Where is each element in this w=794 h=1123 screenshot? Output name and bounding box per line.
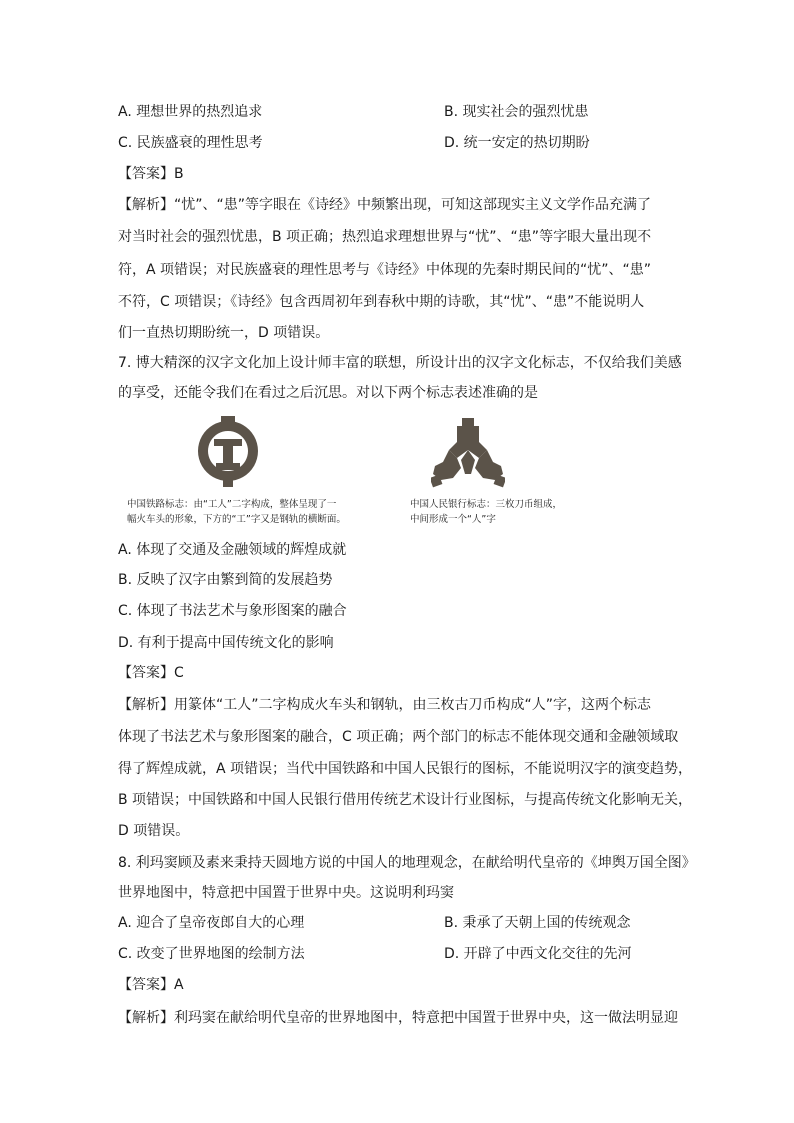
- q6-analysis-line: 们一直热切期盼统一，D 项错误。: [118, 325, 330, 341]
- railway-logo-caption-line: 幅火车头的形象，下方的“工”字又是钢轨的横断面。: [127, 514, 346, 525]
- q6-option-d: D. 统一安定的热切期盼: [444, 135, 590, 151]
- q6-option-b: B. 现实社会的强烈忧患: [444, 104, 589, 120]
- q7-option-d: D. 有利于提高中国传统文化的影响: [118, 635, 334, 651]
- q6-analysis-line: 对当时社会的强烈忧患，B 项正确；热烈追求理想世界与“忧”、“患”等字眼大量出现不: [118, 229, 652, 245]
- q7-option-c: C. 体现了书法艺术与象形图案的融合: [118, 603, 347, 619]
- q8-option-a: A. 迎合了皇帝夜郎自大的心理: [118, 915, 305, 931]
- q7-analysis-line: 体现了书法艺术与象形图案的融合，C 项正确；两个部门的标志不能体现交通和金融领域取: [118, 729, 679, 745]
- q6-analysis-line: 符，A 项错误；对民族盛衰的理性思考与《诗经》中体现的先秦时期民间的“忧”、“患”: [118, 262, 652, 278]
- china-railway-logo: [194, 413, 262, 489]
- q7-option-a: A. 体现了交通及金融领域的辉煌成就: [118, 542, 347, 558]
- railway-logo-caption-line: 中国铁路标志：由“工人”二字构成，整体呈现了一: [127, 499, 337, 510]
- bank-logo-caption-line: 中国人民银行标志：三枚刀币组成，: [410, 499, 563, 510]
- q8-answer: 【答案】A: [118, 977, 184, 993]
- q7-analysis-line: B 项错误；中国铁路和中国人民银行借用传统艺术设计行业图标，与提高传统文化影响无关，: [118, 792, 693, 808]
- q7-stem-line: 的享受，还能令我们在看过之后沉思。对以下两个标志表述准确的是: [118, 385, 538, 401]
- q6-analysis-line: 不符，C 项错误；《诗经》包含西周初年到春秋中期的诗歌，其“忧”、“患”不能说明人: [118, 294, 645, 310]
- q8-analysis-line: 【解析】利玛窦在献给明代皇帝的世界地图中，特意把中国置于世界中央，这一做法明显迎: [118, 1010, 678, 1026]
- peoples-bank-logo: [431, 416, 505, 492]
- q8-stem-line: 世界地图中，特意把中国置于世界中央。这说明利玛窦: [118, 885, 454, 901]
- q7-stem-line: 7. 博大精深的汉字文化加上设计师丰富的联想，所设计出的汉字文化标志，不仅给我们美感: [118, 355, 682, 371]
- q6-answer: 【答案】B: [118, 166, 184, 182]
- q6-option-a: A. 理想世界的热烈追求: [118, 104, 263, 120]
- q7-analysis-line: D 项错误。: [118, 823, 190, 839]
- q7-option-b: B. 反映了汉字由繁到简的发展趋势: [118, 572, 333, 588]
- q8-option-c: C. 改变了世界地图的绘制方法: [118, 946, 305, 962]
- q8-option-b: B. 秉承了天朝上国的传统观念: [444, 915, 631, 931]
- q8-stem-line: 8. 利玛窦顾及素来秉持天圆地方说的中国人的地理观念，在献给明代皇帝的《坤舆万国全图》: [118, 855, 696, 871]
- q7-analysis-line: 得了辉煌成就，A 项错误；当代中国铁路和中国人民银行的图标，不能说明汉字的演变趋势，: [118, 761, 693, 777]
- q7-answer: 【答案】C: [118, 665, 184, 681]
- bank-logo-caption-line: 中间形成一个“人”字: [410, 514, 496, 525]
- q8-option-d: D. 开辟了中西文化交往的先河: [444, 946, 632, 962]
- q7-analysis-line: 【解析】用篆体“工人”二字构成火车头和钢轨，由三枚古刀币构成“人”字，这两个标志: [118, 697, 652, 713]
- q6-option-c: C. 民族盛衰的理性思考: [118, 135, 263, 151]
- q6-analysis-line: 【解析】“忧”、“患”等字眼在《诗经》中频繁出现，可知这部现实主义文学作品充满了: [118, 197, 652, 213]
